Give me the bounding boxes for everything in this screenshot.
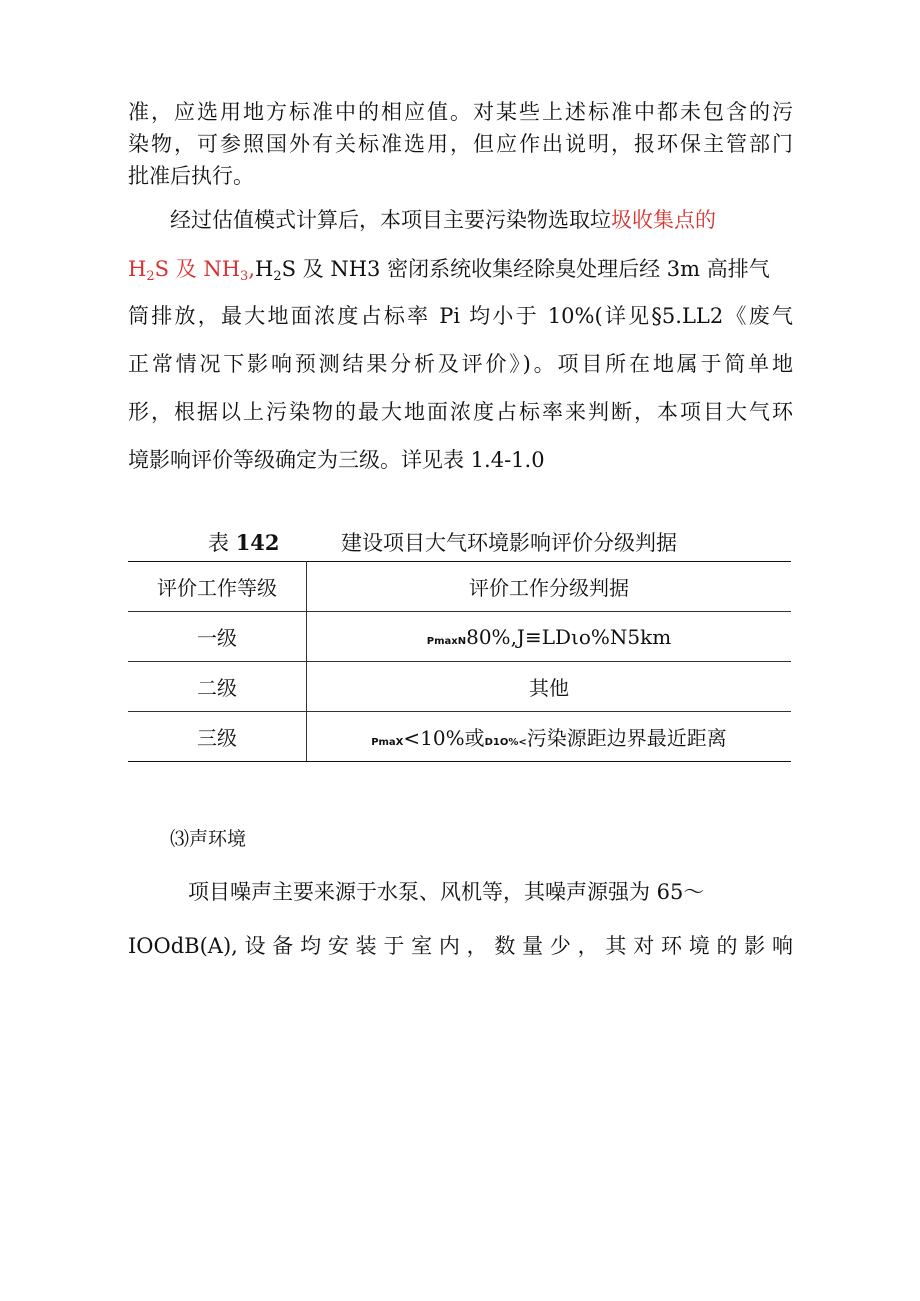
paragraph-1-line-3: 批准后执行。: [128, 164, 254, 188]
table-row: [128, 662, 791, 712]
criteria-symbol: PmaX: [371, 737, 404, 748]
table-caption-title: 建设项目大气环境影响评价分级判据: [341, 531, 677, 555]
table-header-row: [128, 562, 791, 612]
subscript: 2: [273, 269, 282, 284]
criteria-text: <10%或: [403, 726, 485, 750]
h-letter: H: [128, 257, 147, 281]
criteria-text: 80%,J≡LDιo%N5km: [466, 624, 672, 649]
highlight-formula: [128, 257, 256, 284]
table-header-cell: 评价工作分级判据: [307, 562, 792, 612]
table-header-cell: 评价工作等级: [128, 562, 307, 612]
criteria-text: 污染源距边界最近距离: [526, 726, 727, 750]
subscript: 2: [146, 269, 155, 284]
paragraph-2-line-2: [128, 254, 793, 284]
subscript: 3: [240, 269, 249, 284]
criteria-cell: 其他: [307, 662, 792, 712]
paragraph-2-line-5: 形，根据以上污染物的最大地面浓度占标率来判断，本项目大气环: [128, 400, 793, 424]
paragraph-2-line-4: 正常情况下影响预测结果分析及评价》)。项目所在地属于简单地: [128, 352, 793, 376]
comma: ,: [248, 257, 256, 281]
table-row: [128, 712, 791, 762]
paragraph-2-line-2-text: S 及 NH3 密闭系统收集经除臭处理后经 3m 高排气: [281, 257, 770, 281]
criteria-symbol: D1O%<: [484, 737, 527, 748]
section-3-heading: ⑶声环境: [170, 828, 247, 850]
h-letter: H: [255, 257, 274, 281]
grading-table: [128, 561, 791, 762]
paragraph-2-line-3: 筒排放，最大地面浓度占标率 Pi 均小于 10%(详见§5.LL2《废气: [128, 304, 793, 328]
level-cell: 三级: [128, 712, 307, 762]
table-caption-label: [208, 528, 280, 558]
paragraph-1-line-1: 准，应选用地方标准中的相应值。对某些上述标准中都未包含的污: [128, 100, 793, 124]
section-3-line-1: 项目噪声主要来源于水泵、风机等，其噪声源强为 65～: [188, 880, 705, 904]
level-cell: 二级: [128, 662, 307, 712]
paragraph-1-line-2: 染物，可参照国外有关标准选用，但应作出说明，报环保主管部门: [128, 132, 793, 156]
formula-text: S 及 NH: [154, 257, 241, 281]
paragraph-2-line-1-text: 经过估值模式计算后，本项目主要污染物选取垃: [170, 208, 611, 232]
criteria-cell: [307, 612, 792, 662]
section-3-line-2: IOOdB(A), 设 备 均 安 装 于 室 内 ， 数 量 少 ， 其 对 环 境 的 影 响: [128, 934, 793, 958]
highlight-text: 圾收集点的: [611, 208, 716, 232]
criteria-cell: [307, 712, 792, 762]
table-caption-number: 142: [235, 530, 280, 555]
level-cell: 一级: [128, 612, 307, 662]
paragraph-2-line-1: [170, 205, 793, 235]
table-caption-prefix: 表: [208, 531, 229, 555]
criteria-symbol: PmaxN: [426, 635, 467, 647]
table-row: [128, 612, 791, 662]
paragraph-2-line-6: 境影响评价等级确定为三级。详见表 1.4-1.0: [128, 448, 545, 472]
